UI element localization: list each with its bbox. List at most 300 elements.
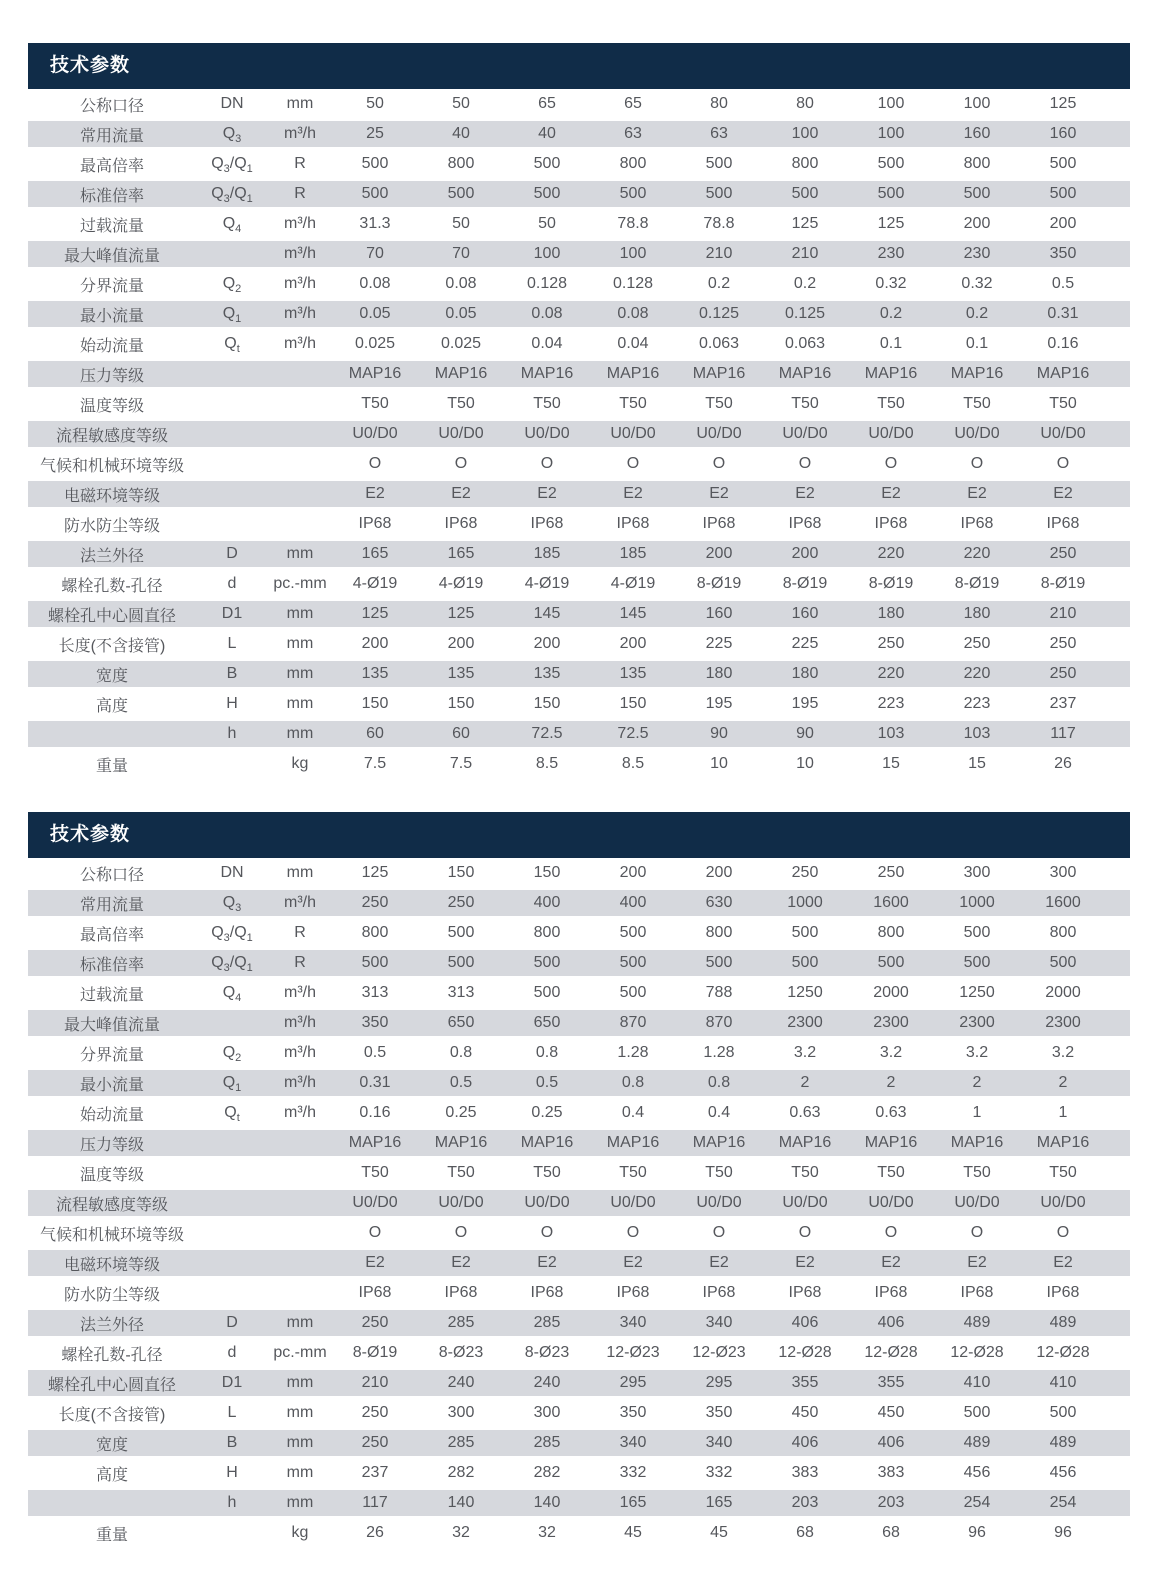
row-symbol: L xyxy=(227,1404,237,1421)
cell-value: 103 xyxy=(848,719,934,749)
cell-value: U0/D0 xyxy=(848,419,934,449)
cell-value: 0.8 xyxy=(590,1068,676,1098)
row-unit: R xyxy=(294,924,306,941)
cell-value: U0/D0 xyxy=(676,419,762,449)
cell-value: E2 xyxy=(504,479,590,509)
row-symbol xyxy=(196,1188,268,1218)
cell-value: 340 xyxy=(590,1428,676,1458)
row-label: 温度等级 xyxy=(79,397,144,415)
row-spacer xyxy=(1106,1038,1130,1068)
cell-value: 1000 xyxy=(934,888,1020,918)
row-symbol: $Q_3/Q_1$ xyxy=(196,948,268,978)
table-row xyxy=(28,509,1130,539)
row-spacer xyxy=(1106,119,1130,149)
cell-value: 500 xyxy=(705,155,733,172)
cell-value: 12-Ø28 xyxy=(864,1344,918,1361)
cell-value: 282 xyxy=(447,1464,475,1481)
cell-value: 220 xyxy=(848,659,934,689)
row-label: 高度 xyxy=(95,697,128,715)
cell-value: 7.5 xyxy=(449,755,473,772)
row-unit: mm xyxy=(268,1368,332,1398)
cell-value: U0/D0 xyxy=(590,419,676,449)
cell-value: 200 xyxy=(533,635,561,652)
row-spacer xyxy=(1106,719,1130,749)
table-row xyxy=(28,149,1130,179)
row-spacer xyxy=(1106,179,1130,209)
cell-value: 26 xyxy=(1054,755,1072,772)
cell-value: 200 xyxy=(705,864,733,881)
row-symbol: DN xyxy=(220,95,244,112)
cell-value: 50 xyxy=(452,95,470,112)
cell-value: 80 xyxy=(796,95,814,112)
table-row xyxy=(28,209,1130,239)
table-row xyxy=(28,1518,1130,1548)
row-symbol: H xyxy=(226,695,238,712)
cell-value: 0.31 xyxy=(1020,299,1106,329)
cell-value: MAP16 xyxy=(418,1128,504,1158)
cell-value: O xyxy=(970,455,984,472)
table-row xyxy=(28,449,1130,479)
row-spacer xyxy=(1106,149,1130,179)
cell-value: 332 xyxy=(705,1464,733,1481)
row-label: 公称口径 xyxy=(79,866,144,884)
cell-value: 125 xyxy=(1049,95,1077,112)
row-label: 流程敏感度等级 xyxy=(28,419,196,449)
spec-table-1 xyxy=(28,89,1130,779)
cell-value: 145 xyxy=(590,599,676,629)
row-label: 公称口径 xyxy=(79,97,144,115)
table-row xyxy=(28,539,1130,569)
cell-value: 0.25 xyxy=(445,1104,477,1121)
row-unit: mm xyxy=(268,1428,332,1458)
cell-value: MAP16 xyxy=(676,1128,762,1158)
cell-value: T50 xyxy=(1049,1164,1077,1181)
row-label: 法兰外径 xyxy=(28,1308,196,1338)
cell-value: O xyxy=(454,455,468,472)
cell-value: 125 xyxy=(361,864,389,881)
cell-value: 500 xyxy=(1049,1404,1077,1421)
cell-value: T50 xyxy=(705,1164,733,1181)
row-spacer xyxy=(1106,89,1130,119)
cell-value: IP68 xyxy=(444,1284,478,1301)
cell-value: MAP16 xyxy=(590,359,676,389)
cell-value: 8.5 xyxy=(621,755,645,772)
cell-value: 150 xyxy=(447,695,475,712)
cell-value: 250 xyxy=(791,864,819,881)
cell-value: 0.08 xyxy=(359,275,391,292)
cell-value: 500 xyxy=(877,155,905,172)
table-row xyxy=(28,1338,1130,1368)
cell-value: 150 xyxy=(361,695,389,712)
cell-value: 1000 xyxy=(762,888,848,918)
cell-value: 32 xyxy=(452,1524,470,1541)
row-symbol: D xyxy=(196,1308,268,1338)
row-symbol: $Q_3/Q_1$ xyxy=(196,179,268,209)
cell-value: 8-Ø19 xyxy=(1040,575,1086,592)
cell-value: 8-Ø23 xyxy=(438,1344,484,1361)
cell-value: 63 xyxy=(676,119,762,149)
row-spacer xyxy=(1106,1338,1130,1368)
cell-value: IP68 xyxy=(358,1284,392,1301)
cell-value: O xyxy=(368,455,382,472)
cell-value: 140 xyxy=(418,1488,504,1518)
cell-value: 340 xyxy=(676,1428,762,1458)
cell-value: 500 xyxy=(676,179,762,209)
cell-value: 285 xyxy=(418,1308,504,1338)
cell-value: 8-Ø19 xyxy=(696,575,742,592)
row-unit xyxy=(268,1158,332,1188)
cell-value: 8-Ø19 xyxy=(868,575,914,592)
cell-value: 15 xyxy=(882,755,900,772)
cell-value: 1 xyxy=(972,1104,982,1121)
row-unit: mm xyxy=(286,95,314,112)
cell-value: E2 xyxy=(418,479,504,509)
cell-value: 250 xyxy=(332,888,418,918)
cell-value: 0.16 xyxy=(1047,335,1079,352)
cell-value: 10 xyxy=(796,755,814,772)
table-row xyxy=(28,749,1130,779)
table-2-body xyxy=(28,858,1130,1548)
cell-value: 160 xyxy=(676,599,762,629)
cell-value: 800 xyxy=(963,155,991,172)
cell-value: 12-Ø23 xyxy=(606,1344,660,1361)
cell-value: 135 xyxy=(418,659,504,689)
cell-value: 0.125 xyxy=(762,299,848,329)
cell-value: 90 xyxy=(762,719,848,749)
table-row xyxy=(28,1278,1130,1308)
cell-value: 8-Ø19 xyxy=(782,575,828,592)
cell-value: 195 xyxy=(705,695,733,712)
cell-value: 103 xyxy=(934,719,1020,749)
cell-value: 250 xyxy=(1049,635,1077,652)
cell-value: 2300 xyxy=(762,1008,848,1038)
cell-value: U0/D0 xyxy=(590,1188,676,1218)
cell-value: 100 xyxy=(762,119,848,149)
cell-value: 185 xyxy=(590,539,676,569)
cell-value: 650 xyxy=(418,1008,504,1038)
cell-value: 80 xyxy=(710,95,728,112)
cell-value: 0.08 xyxy=(590,299,676,329)
row-unit: mm xyxy=(286,1464,314,1481)
row-label: 分界流量 xyxy=(79,1046,144,1064)
cell-value: 40 xyxy=(418,119,504,149)
row-unit: m³/h xyxy=(284,1044,316,1061)
cell-value: 650 xyxy=(504,1008,590,1038)
cell-value: 4-Ø19 xyxy=(610,575,656,592)
cell-value: U0/D0 xyxy=(504,419,590,449)
row-unit: kg xyxy=(291,1524,309,1541)
row-symbol: D xyxy=(196,539,268,569)
cell-value: 0.125 xyxy=(676,299,762,329)
row-spacer xyxy=(1106,209,1130,239)
cell-value: 500 xyxy=(848,179,934,209)
cell-value: 500 xyxy=(332,948,418,978)
cell-value: 125 xyxy=(791,215,819,232)
row-label: 长度(不含接管) xyxy=(58,1406,166,1424)
cell-value: 300 xyxy=(1049,864,1077,881)
cell-value: 400 xyxy=(590,888,676,918)
cell-value: 410 xyxy=(1020,1368,1106,1398)
cell-value: 0.63 xyxy=(875,1104,907,1121)
cell-value: 489 xyxy=(1020,1308,1106,1338)
cell-value: T50 xyxy=(447,1164,475,1181)
table-1-title: 技术参数 xyxy=(28,43,1130,89)
cell-value: 160 xyxy=(762,599,848,629)
spec-table-section-1 xyxy=(28,43,1130,779)
row-symbol: d xyxy=(227,1344,237,1361)
cell-value: 800 xyxy=(361,924,389,941)
row-label: 螺栓孔中心圆直径 xyxy=(28,599,196,629)
row-label: 螺栓孔数-孔径 xyxy=(61,1346,163,1364)
cell-value: IP68 xyxy=(1046,515,1080,532)
cell-value: 0.8 xyxy=(535,1044,559,1061)
cell-value: 220 xyxy=(934,659,1020,689)
cell-value: U0/D0 xyxy=(332,1188,418,1218)
cell-value: 500 xyxy=(676,948,762,978)
table-row xyxy=(28,1248,1130,1278)
cell-value: 200 xyxy=(762,539,848,569)
cell-value: E2 xyxy=(934,1248,1020,1278)
cell-value: T50 xyxy=(619,395,647,412)
cell-value: 0.128 xyxy=(526,275,568,292)
cell-value: 0.32 xyxy=(961,275,993,292)
row-label: 始动流量 xyxy=(79,1106,144,1124)
cell-value: 0.16 xyxy=(359,1104,391,1121)
cell-value: E2 xyxy=(590,1248,676,1278)
cell-value: 100 xyxy=(504,239,590,269)
row-spacer xyxy=(1106,978,1130,1008)
cell-value: 313 xyxy=(447,984,475,1001)
cell-value: 500 xyxy=(590,179,676,209)
cell-value: 0.05 xyxy=(418,299,504,329)
cell-value: MAP16 xyxy=(934,359,1020,389)
cell-value: 350 xyxy=(1020,239,1106,269)
row-label: 电磁环境等级 xyxy=(28,479,196,509)
cell-value: 100 xyxy=(963,95,991,112)
cell-value: 32 xyxy=(538,1524,556,1541)
row-symbol xyxy=(196,479,268,509)
cell-value: 4-Ø19 xyxy=(524,575,570,592)
row-label: 过载流量 xyxy=(79,986,144,1004)
row-spacer xyxy=(1106,1518,1130,1548)
cell-value: 100 xyxy=(590,239,676,269)
cell-value: 210 xyxy=(1020,599,1106,629)
row-unit xyxy=(268,1248,332,1278)
cell-value: 117 xyxy=(332,1488,418,1518)
row-label: 标准倍率 xyxy=(28,948,196,978)
cell-value: 0.128 xyxy=(612,275,654,292)
row-unit xyxy=(268,359,332,389)
cell-value: 500 xyxy=(848,948,934,978)
row-symbol: L xyxy=(227,635,237,652)
row-label: 气候和机械环境等级 xyxy=(39,1226,184,1244)
cell-value: 125 xyxy=(877,215,905,232)
cell-value: 2300 xyxy=(1020,1008,1106,1038)
row-label: 宽度 xyxy=(28,659,196,689)
cell-value: 0.04 xyxy=(531,335,563,352)
cell-value: MAP16 xyxy=(762,1128,848,1158)
cell-value: 410 xyxy=(934,1368,1020,1398)
cell-value: 250 xyxy=(1020,539,1106,569)
cell-value: 0.08 xyxy=(445,275,477,292)
cell-value: 2 xyxy=(1020,1068,1106,1098)
table-row xyxy=(28,239,1130,269)
cell-value: 40 xyxy=(504,119,590,149)
cell-value: 200 xyxy=(447,635,475,652)
cell-value: T50 xyxy=(619,1164,647,1181)
row-unit xyxy=(268,1128,332,1158)
cell-value: 350 xyxy=(619,1404,647,1421)
cell-value: MAP16 xyxy=(848,1128,934,1158)
cell-value: 0.5 xyxy=(504,1068,590,1098)
row-symbol xyxy=(196,1008,268,1038)
cell-value: 50 xyxy=(452,215,470,232)
cell-value: 0.025 xyxy=(354,335,396,352)
row-symbol xyxy=(196,419,268,449)
cell-value: 0.5 xyxy=(1051,275,1075,292)
table-2-title: 技术参数 xyxy=(28,812,1130,858)
row-unit: mm xyxy=(286,864,314,881)
cell-value: IP68 xyxy=(616,1284,650,1301)
row-unit: pc.-mm xyxy=(273,1344,327,1361)
cell-value: E2 xyxy=(590,479,676,509)
row-label: 标准倍率 xyxy=(28,179,196,209)
cell-value: 100 xyxy=(877,95,905,112)
row-symbol: $Q_2$ xyxy=(222,1044,242,1065)
cell-value: 220 xyxy=(934,539,1020,569)
row-unit: mm xyxy=(268,599,332,629)
cell-value: E2 xyxy=(934,479,1020,509)
cell-value: T50 xyxy=(361,395,389,412)
cell-value: 800 xyxy=(533,924,561,941)
cell-value: 230 xyxy=(934,239,1020,269)
cell-value: MAP16 xyxy=(1020,1128,1106,1158)
cell-value: 223 xyxy=(877,695,905,712)
table-row xyxy=(28,659,1130,689)
cell-value: 489 xyxy=(1020,1428,1106,1458)
row-unit: m³/h xyxy=(284,275,316,292)
row-label: 最小流量 xyxy=(28,299,196,329)
cell-value: 26 xyxy=(366,1524,384,1541)
cell-value: 180 xyxy=(676,659,762,689)
cell-value: 0.04 xyxy=(617,335,649,352)
cell-value: 250 xyxy=(963,635,991,652)
cell-value: IP68 xyxy=(874,515,908,532)
cell-value: 2000 xyxy=(873,984,909,1001)
row-symbol: $Q_2$ xyxy=(222,275,242,296)
cell-value: O xyxy=(540,1224,554,1241)
cell-value: 282 xyxy=(533,1464,561,1481)
row-unit: mm xyxy=(286,635,314,652)
cell-value: 60 xyxy=(332,719,418,749)
cell-value: U0/D0 xyxy=(332,419,418,449)
cell-value: 50 xyxy=(538,215,556,232)
cell-value: 150 xyxy=(447,864,475,881)
row-symbol xyxy=(196,359,268,389)
row-spacer xyxy=(1106,948,1130,978)
cell-value: IP68 xyxy=(702,515,736,532)
cell-value: 340 xyxy=(676,1308,762,1338)
spec-table-section-2 xyxy=(28,812,1130,1548)
row-symbol: $Q_t$ xyxy=(224,1104,240,1125)
row-spacer xyxy=(1106,1428,1130,1458)
cell-value: 220 xyxy=(848,539,934,569)
cell-value: U0/D0 xyxy=(676,1188,762,1218)
row-symbol: DN xyxy=(220,864,244,881)
cell-value: 0.05 xyxy=(332,299,418,329)
cell-value: 250 xyxy=(1020,659,1106,689)
cell-value: 96 xyxy=(968,1524,986,1541)
cell-value: 500 xyxy=(1049,155,1077,172)
cell-value: 250 xyxy=(332,1308,418,1338)
cell-value: O xyxy=(368,1224,382,1241)
table-row xyxy=(28,689,1130,719)
cell-value: 2300 xyxy=(934,1008,1020,1038)
cell-value: 355 xyxy=(762,1368,848,1398)
cell-value: 500 xyxy=(619,984,647,1001)
cell-value: 8-Ø19 xyxy=(954,575,1000,592)
row-spacer xyxy=(1106,1218,1130,1248)
cell-value: 72.5 xyxy=(590,719,676,749)
cell-value: 10 xyxy=(710,755,728,772)
row-unit: mm xyxy=(268,1488,332,1518)
cell-value: O xyxy=(1056,1224,1070,1241)
row-spacer xyxy=(1106,329,1130,359)
cell-value: U0/D0 xyxy=(762,419,848,449)
cell-value: 383 xyxy=(877,1464,905,1481)
cell-value: 1600 xyxy=(848,888,934,918)
row-symbol: d xyxy=(227,575,237,592)
cell-value: IP68 xyxy=(960,1284,994,1301)
cell-value: T50 xyxy=(705,395,733,412)
cell-value: T50 xyxy=(1049,395,1077,412)
cell-value: 285 xyxy=(504,1308,590,1338)
row-label: 最高倍率 xyxy=(79,157,144,175)
row-unit: m³/h xyxy=(284,984,316,1001)
row-label: 长度(不含接管) xyxy=(58,637,166,655)
cell-value: 165 xyxy=(332,539,418,569)
row-unit: m³/h xyxy=(268,299,332,329)
cell-value: E2 xyxy=(762,479,848,509)
cell-value: 200 xyxy=(676,539,762,569)
cell-value: 500 xyxy=(332,179,418,209)
cell-value: 225 xyxy=(705,635,733,652)
row-spacer xyxy=(1106,629,1130,659)
row-symbol xyxy=(196,1278,268,1308)
cell-value: 72.5 xyxy=(504,719,590,749)
cell-value: 500 xyxy=(1020,948,1106,978)
cell-value: 31.3 xyxy=(359,215,391,232)
cell-value: 355 xyxy=(848,1368,934,1398)
row-spacer xyxy=(1106,359,1130,389)
cell-value: 2 xyxy=(848,1068,934,1098)
cell-value: 350 xyxy=(332,1008,418,1038)
cell-value: 1 xyxy=(1058,1104,1068,1121)
cell-value: E2 xyxy=(1020,1248,1106,1278)
cell-value: 254 xyxy=(934,1488,1020,1518)
row-label: 分界流量 xyxy=(79,277,144,295)
table-row xyxy=(28,719,1130,749)
row-unit: m³/h xyxy=(268,119,332,149)
cell-value: 500 xyxy=(791,924,819,941)
cell-value: 0.1 xyxy=(965,335,989,352)
cell-value: 203 xyxy=(762,1488,848,1518)
cell-value: 150 xyxy=(619,695,647,712)
cell-value: 332 xyxy=(619,1464,647,1481)
cell-value: 65 xyxy=(624,95,642,112)
row-symbol: H xyxy=(226,1464,238,1481)
cell-value: 140 xyxy=(504,1488,590,1518)
